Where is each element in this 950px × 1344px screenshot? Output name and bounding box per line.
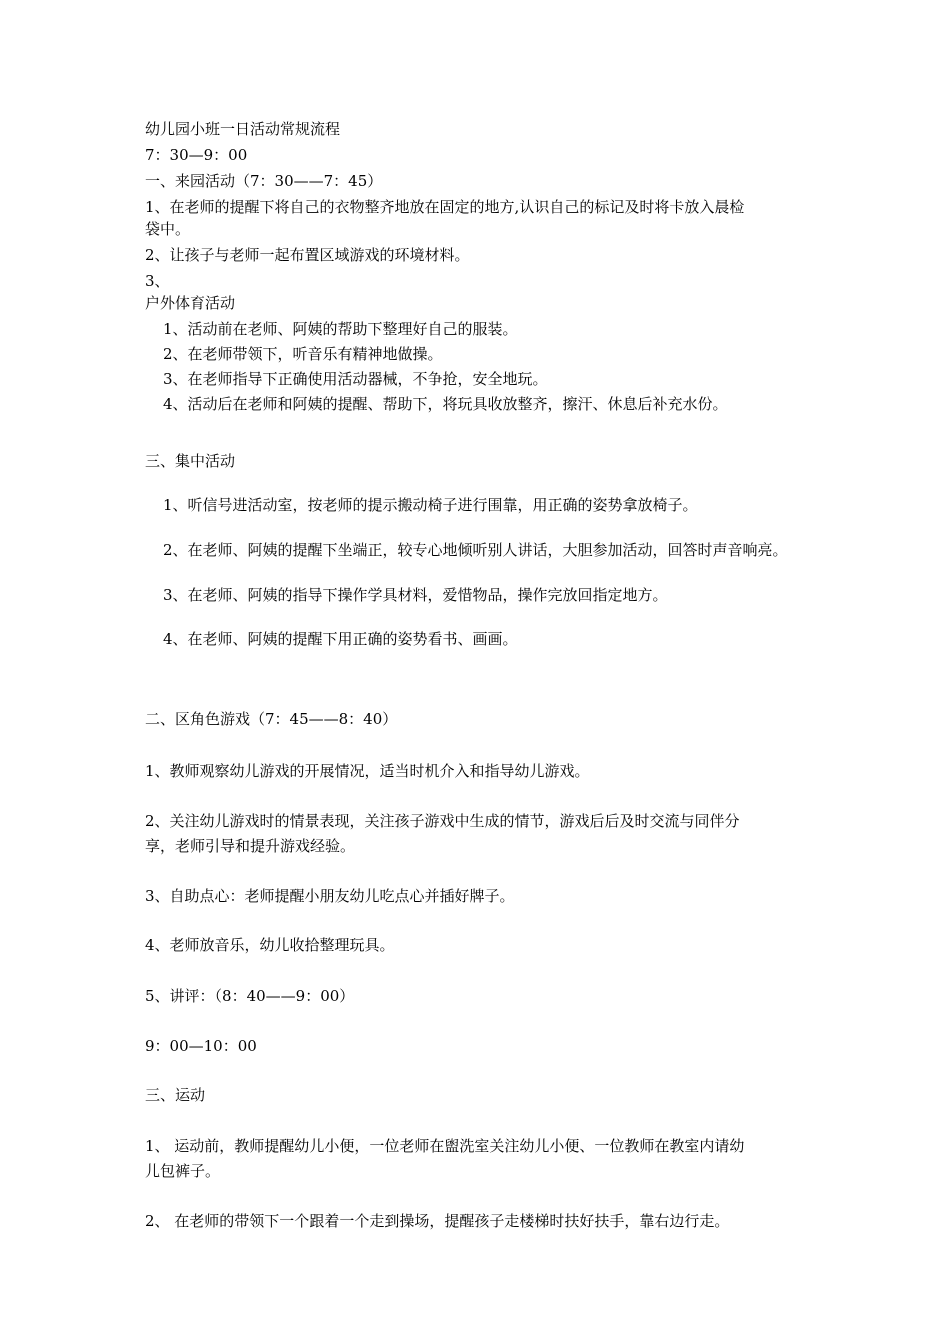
outdoor-item-3: 3、在老师指导下正确使用活动器械，不争抢，安全地玩。 xyxy=(163,370,548,388)
document-title: 幼儿园小班一日活动常规流程 xyxy=(145,120,341,138)
exercise-item-1-line-1: 1、 运动前，教师提醒幼儿小便，一位老师在盥洗室关注幼儿小便、一位教师在教室内请幼 xyxy=(145,1137,745,1155)
role-play-item-3: 3、自助点心：老师提醒小朋友幼儿吃点心并插好牌子。 xyxy=(145,887,515,905)
time-block-heading-2: 9：00—10：00 xyxy=(145,1037,257,1055)
arrival-item-1-line-1: 1、在老师的提醒下将自己的衣物整齐地放在固定的地方,认识自己的标记及时将卡放入晨检 xyxy=(145,198,745,216)
arrival-item-1-line-2: 袋中。 xyxy=(145,220,191,238)
section-heading-exercise: 三、运动 xyxy=(145,1086,206,1104)
concentrated-item-3: 3、在老师、阿姨的指导下操作学具材料，爱惜物品，操作完放回指定地方。 xyxy=(163,586,668,604)
exercise-item-2: 2、 在老师的带领下一个跟着一个走到操场，提醒孩子走楼梯时扶好扶手，靠右边行走。 xyxy=(145,1212,730,1230)
role-play-item-2-line-2: 享，老师引导和提升游戏经验。 xyxy=(145,837,356,855)
role-play-item-5: 5、讲评：（8：40——9：00） xyxy=(145,987,355,1005)
time-block-heading: 7：30—9：00 xyxy=(145,146,248,164)
outdoor-item-2: 2、在老师带领下，听音乐有精神地做操。 xyxy=(163,345,443,363)
concentrated-item-2: 2、在老师、阿姨的提醒下坐端正，较专心地倾听别人讲话，大胆参加活动，回答时声音响亮。 xyxy=(163,541,788,559)
exercise-item-1-line-2: 儿包裤子。 xyxy=(145,1162,221,1180)
role-play-item-2-line-1: 2、关注幼儿游戏时的情景表现，关注孩子游戏中生成的情节，游戏后后及时交流与同伴分 xyxy=(145,812,740,830)
role-play-item-4: 4、老师放音乐，幼儿收拾整理玩具。 xyxy=(145,936,395,954)
arrival-item-3: 3、 xyxy=(145,272,170,290)
section-heading-concentrated: 三、集中活动 xyxy=(145,452,236,470)
concentrated-item-4: 4、在老师、阿姨的提醒下用正确的姿势看书、画画。 xyxy=(163,630,518,648)
outdoor-item-1: 1、活动前在老师、阿姨的帮助下整理好自己的服装。 xyxy=(163,320,518,338)
section-heading-outdoor: 户外体育活动 xyxy=(145,294,236,312)
outdoor-item-4: 4、活动后在老师和阿姨的提醒、帮助下，将玩具收放整齐，擦汗、休息后补充水份。 xyxy=(163,395,728,413)
section-heading-arrival: 一、来园活动（7：30——7：45） xyxy=(145,172,383,190)
concentrated-item-1: 1、听信号进活动室，按老师的提示搬动椅子进行围靠，用正确的姿势拿放椅子。 xyxy=(163,496,698,514)
section-heading-role-play: 二、区角色游戏（7：45——8：40） xyxy=(145,710,398,728)
role-play-item-1: 1、教师观察幼儿游戏的开展情况，适当时机介入和指导幼儿游戏。 xyxy=(145,762,590,780)
arrival-item-2: 2、让孩子与老师一起布置区域游戏的环境材料。 xyxy=(145,246,470,264)
